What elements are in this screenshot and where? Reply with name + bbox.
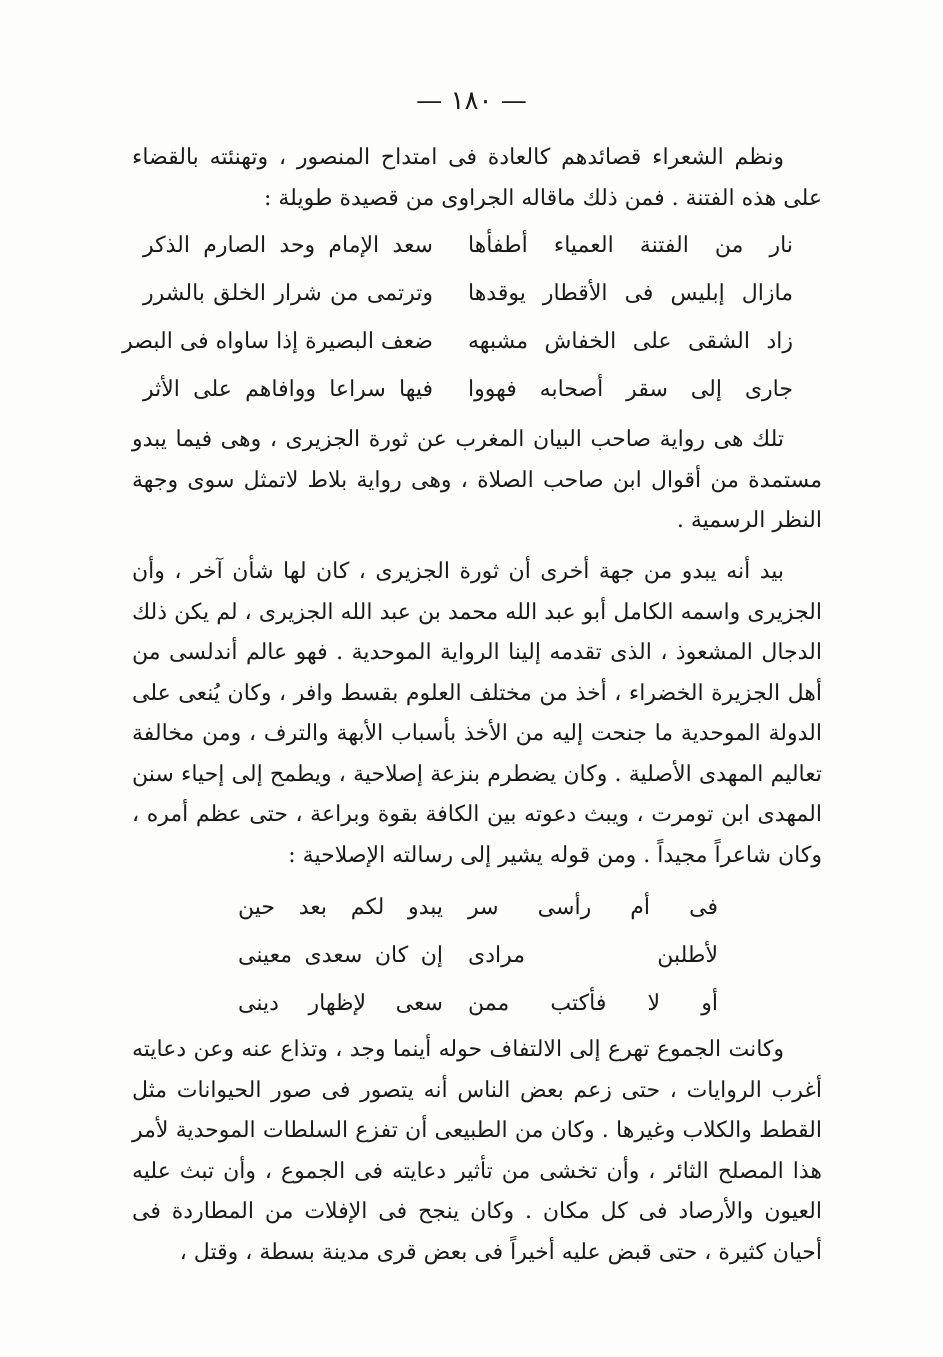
paragraph-jaziri: [132, 552, 822, 876]
verse-second-hemistich: سعى لإظهار دينى: [238, 991, 443, 1016]
verse-second-hemistich: ضعف البصيرة إذا ساواه فى البصر: [122, 329, 433, 354]
verse-first-hemistich: زاد الشقى على الخفاش مشبهه: [468, 329, 793, 354]
verse-second-hemistich: سعد الإمام وحد الصارم الذكر: [143, 233, 433, 258]
verse-first-hemistich: مازال إبليس فى الأقطار يوقدها: [468, 281, 793, 306]
verse-second-hemistich: فيها سراعا ووافاهم على الأثر: [143, 377, 433, 402]
verse-line: [143, 270, 793, 318]
verse-line: [238, 932, 718, 980]
paragraph-text: وكانت الجموع تهرع إلى الالتفاف حوله أينما وجد ، وتذاع عنه وعن دعايته أغرب الروايات ، حتى زعم بعض الناس أنه يتصور فى صور الحيوانات مثل القطط والكلاب وغيرها . وكان من الطبيعى أن تفزع السلطات الموحدية لأمر هذا المصلح الثائر ، وأن تخشى من تأثير دعايته فى الجموع ، وأن تبث عليه العيون والأرصاد فى كل مكان . وكان ينجح فى الإفلات من المطاردة فى أحيان كثيرة ، حتى قبض عليه أخيراً فى بعض قرى مدينة بسطة ، وقتل ،: [132, 1037, 822, 1265]
paragraph-text: تلك هى رواية صاحب البيان المغرب عن ثورة الجزيرى ، وهى فيما يبدو مستمدة من أقوال ابن صاحب الصلاة ، وهى رواية بلاط لاتمثل سوى وجهة النظر الرسمية .: [132, 427, 822, 533]
verse-second-hemistich: يبدو لكم بعد حين: [238, 895, 443, 920]
verse-first-hemistich: لأطلبن مرادى: [468, 943, 718, 968]
paragraph-crowds: [132, 1030, 822, 1273]
verse-second-hemistich: وترتمى من شرار الخلق بالشرر: [143, 281, 433, 306]
verse-line: [238, 980, 718, 1028]
verse-line: [238, 884, 718, 932]
verse-line: [143, 222, 793, 270]
verse-line: [143, 366, 793, 414]
paragraph-intro: [132, 138, 822, 219]
verse-second-hemistich: إن كان سعدى معينى: [238, 943, 443, 968]
paragraph-text: ونظم الشعراء قصائدهم كالعادة فى امتداح المنصور ، وتهنئته بالقضاء على هذه الفتنة . فمن ذلك ماقاله الجراوى من قصيدة طويلة :: [132, 145, 822, 211]
verse-first-hemistich: نار من الفتنة العمياء أطفأها: [468, 233, 793, 258]
poem-jaziri: [238, 884, 718, 1028]
verse-first-hemistich: جارى إلى سقر أصحابه فهووا: [468, 377, 793, 402]
paragraph-text: بيد أنه يبدو من جهة أخرى أن ثورة الجزيرى ، كان لها شأن آخر ، وأن الجزيرى واسمه الكامل أبو عبد الله محمد بن عبد الله الجزيرى ، لم يكن ذلك الدجال المشعوذ ، الذى تقدمه إلينا الرواية الموحدية . فهو عالم أندلسى من أهل الجزيرة الخضراء ، أخذ من مختلف العلوم بقسط وافر ، وكان يُنعى على الدولة الموحدية ما جنحت إليه من الأخذ بأسباب الأبهة والترف ، ومن مخالفة تعاليم المهدى الأصلية . وكان يضطرم بنزعة إصلاحية ، ويطمح إلى إحياء سنن المهدى ابن تومرت ، ويبث دعوته بين الكافة بقوة وبراعة ، حتى عظم أمره ، وكان شاعراً مجيداً . ومن قوله يشير إلى رسالته الإصلاحية :: [132, 559, 822, 868]
poem-jarawi: [122, 222, 793, 414]
verse-line: [122, 318, 793, 366]
verse-first-hemistich: فى أم رأسى سر: [468, 895, 718, 920]
page-number: — ١٨٠ —: [416, 86, 527, 116]
verse-first-hemistich: أو لا فأكتب ممن: [468, 991, 718, 1016]
paragraph-bayan-account: [132, 420, 822, 542]
